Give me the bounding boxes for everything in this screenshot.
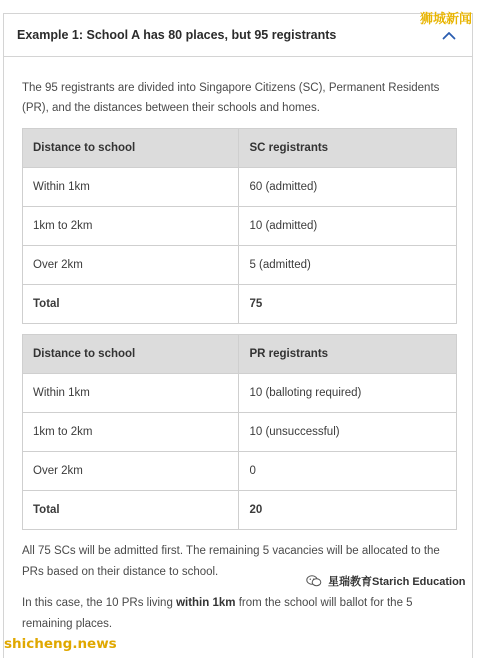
table-row [23, 413, 457, 452]
watermark-logo-bottom: shicheng.news [4, 636, 117, 652]
ballot-text-emphasis: within 1km [176, 597, 236, 609]
table-cell: 10 (unsuccessful) [239, 413, 457, 452]
table-cell: 0 [239, 452, 457, 491]
total-value: 20 [239, 491, 457, 530]
table-cell: 60 (admitted) [239, 168, 457, 207]
table-cell: 1km to 2km [23, 413, 239, 452]
header-distance: Distance to school [23, 335, 239, 374]
table-total-row [23, 491, 457, 530]
accordion-title: Example 1: School A has 80 places, but 95 registrants [17, 28, 337, 42]
table-cell: Within 1km [23, 168, 239, 207]
watermark-logo-top: 狮城新闻 [419, 12, 472, 27]
brand-badge [306, 573, 466, 589]
chevron-up-icon[interactable] [442, 30, 456, 40]
table-row [23, 246, 457, 285]
total-label: Total [23, 491, 239, 530]
table-cell: Over 2km [23, 452, 239, 491]
pr-registrants-table [22, 334, 457, 530]
table-header-row [23, 129, 457, 168]
brand-text: 星瑞教育Starich Education [328, 576, 466, 588]
table-cell: 10 (admitted) [239, 207, 457, 246]
ballot-paragraph [22, 593, 457, 634]
table-header-row [23, 335, 457, 374]
wechat-icon [306, 575, 322, 587]
table-row [23, 168, 457, 207]
sc-registrants-table [22, 128, 457, 324]
ballot-text-start: In this case, the 10 PRs living [22, 597, 177, 609]
table-cell: 10 (balloting required) [239, 374, 457, 413]
header-sc-registrants: SC registrants [239, 129, 457, 168]
intro-text: The 95 registrants are divided into Singapore Citizens (SC), Permanent Residents (PR), and the distances between their schools and homes. [22, 82, 440, 114]
ballot-text-end: from the school will ballot for the 5 remaining places. [22, 597, 413, 630]
table-cell: 5 (admitted) [239, 246, 457, 285]
table-row [23, 207, 457, 246]
table-cell: Over 2km [23, 246, 239, 285]
table-row [23, 452, 457, 491]
table-row [23, 374, 457, 413]
total-value: 75 [239, 285, 457, 324]
table-total-row [23, 285, 457, 324]
accordion-content [3, 57, 473, 658]
table-cell: 1km to 2km [23, 207, 239, 246]
total-label: Total [23, 285, 239, 324]
header-pr-registrants: PR registrants [239, 335, 457, 374]
table-cell: Within 1km [23, 374, 239, 413]
header-distance: Distance to school [23, 129, 239, 168]
accordion-header[interactable] [3, 13, 473, 57]
allocation-paragraph: All 75 SCs will be admitted first. The remaining 5 vacancies will be allocated to the PRs based on their distance to school. [22, 545, 440, 578]
